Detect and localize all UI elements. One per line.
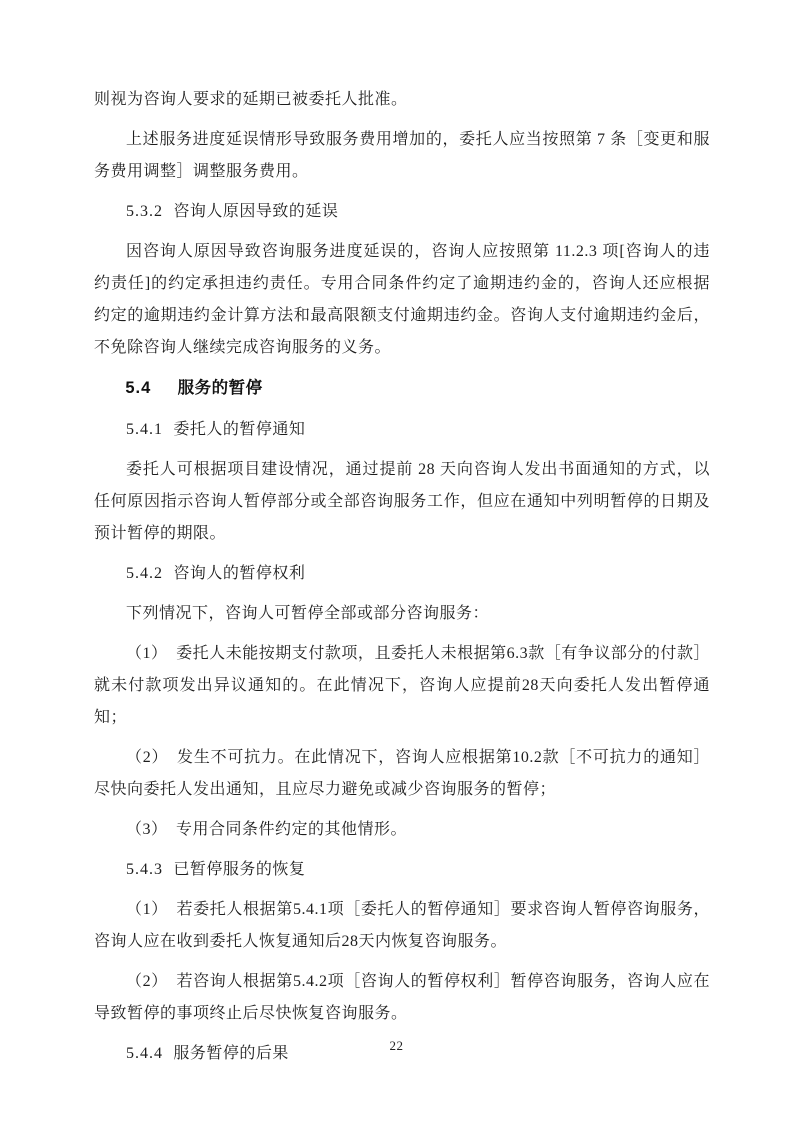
heading-title: 咨询人的暂停权利 [173,565,306,582]
list-item-paragraph: （3） 专用合同条件约定的其他情形。 [126,821,408,838]
heading-title: 咨询人原因导致的延误 [173,203,339,220]
list-item-paragraph: （1） 委托人未能按期支付款项，且委托人未根据第6.3款［有争议部分的付款］就未付款项发出异议通知的。在此情况下，咨询人应提前28天向委托人发出暂停通知； [94,645,710,726]
paragraph: 委托人可根据项目建设情况，通过提前 28 天向咨询人发出书面通知的方式，以任何原因指示咨询人暂停部分或全部咨询服务工作，但应在通知中列明暂停的日期及预计暂停的期限。 [94,461,710,542]
subsection-heading-5-4-2 [94,558,710,590]
heading-number: 5.4.3 [126,861,163,878]
heading-title: 已暂停服务的恢复 [173,861,306,878]
heading-number: 5.4.1 [126,421,163,438]
heading-number: 5.4.2 [126,565,163,582]
list-item-paragraph: （1） 若委托人根据第5.4.1项［委托人的暂停通知］要求咨询人暂停咨询服务，咨询人应在收到委托人恢复通知后28天内恢复咨询服务。 [94,901,710,950]
paragraph: 因咨询人原因导致咨询服务进度延误的，咨询人应按照第 11.2.3 项[咨询人的违约责任]的约定承担违约责任。专用合同条件约定了逾期违约金的，咨询人还应根据约定的逾期违约金计算方法和最高限额支付逾期违约金。咨询人支付逾期违约金后，不免除咨询人继续完成咨询服务的义务。 [94,243,710,356]
paragraph: 上述服务进度延误情形导致服务费用增加的，委托人应当按照第 7 条［变更和服务费用调整］调整服务费用。 [94,131,710,180]
page-number: 22 [389,1038,404,1053]
heading-title: 服务的暂停 [177,379,263,397]
heading-number: 5.4.4 [126,1045,163,1062]
heading-number: 5.3.2 [126,203,163,220]
document-body [94,84,710,1078]
subsection-heading-5-4-1 [94,414,710,446]
paragraph: 则视为咨询人要求的延期已被委托人批准。 [94,91,408,108]
paragraph: 下列情况下，咨询人可暂停全部或部分咨询服务： [126,605,490,622]
heading-title: 委托人的暂停通知 [173,421,306,438]
heading-title: 服务暂停的后果 [173,1045,289,1062]
list-item-paragraph: （2） 若咨询人根据第5.4.2项［咨询人的暂停权利］暂停咨询服务，咨询人应在导致暂停的事项终止后尽快恢复咨询服务。 [94,973,710,1022]
heading-number: 5.4 [125,379,152,397]
list-item-paragraph: （2） 发生不可抗力。在此情况下，咨询人应根据第10.2款［不可抗力的通知］尽快向委托人发出通知，且应尽力避免或减少咨询服务的暂停； [94,749,710,798]
section-heading-5-4 [94,372,710,404]
subsection-heading-5-3-2 [94,196,710,228]
subsection-heading-5-4-3 [94,854,710,886]
